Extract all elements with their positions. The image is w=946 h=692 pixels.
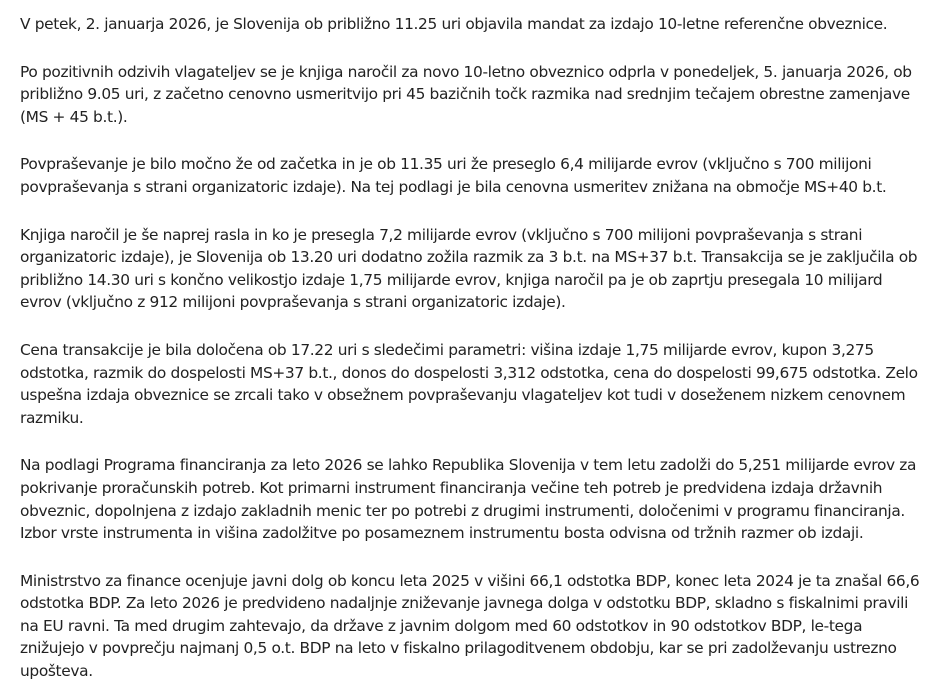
paragraph-mandate-announcement: V petek, 2. januarja 2026, je Slovenija ob približno 11.25 uri objavila mandat za izdajo 10-letne referenčne obveznice. [20,15,888,33]
paragraph-order-book-opening: Po pozitivnih odzivih vlagateljev se je knjiga naročil za novo 10-letno obveznico odprla v ponedeljek, 5. januarja 2026, ob približno 9.05 uri, z začetno cenovno usmeritvijo pri 45 bazičnih točk razmika nad srednjim tečajem obrestne zamenjave (MS + 45 b.t.). [20,62,912,126]
paragraph-spread-tightening: Knjiga naročil je še naprej rasla in ko je presegla 7,2 milijarde evrov (vključno s 700 milijoni povpraševanja s strani organizatoric izdaje), je Slovenija ob 13.20 uri dodatno zožila razmik za 3 b.t. na MS+37 b.t. Transakcija se je zaključila ob približno 14.30 uri s končno velikostjo izdaje 1,75 milijarde evrov, knjiga naročil pa je ob zaprtju presegala 10 milijard evrov (vključno z 912 milijoni povpraševanja s strani organizatoric izdaje). [20,225,918,312]
paragraph-financing-program: Na podlagi Programa financiranja za leto 2026 se lahko Republika Slovenija v tem letu zadolži do 5,251 milijarde evrov za pokrivanje proračunskih potreb. Kot primarni instrument financiranja večine teh potreb je predvidena izdaja državnih obveznic, dopolnjena z izdajo zakladnih menic ter po potrebi z drugimi instrumenti, določenimi v programu financiranja. Izbor vrste instrumenta in višina zadolžitve po posameznem instrumentu bosta odvisna od tržnih razmer ob izdaji. [20,456,917,543]
paragraph-public-debt: Ministrstvo za finance ocenjuje javni dolg ob koncu leta 2025 v višini 66,1 odstotka BDP, konec leta 2024 je ta znašal 66,6 odstotka BDP. Za leto 2026 je predvideno nadaljnje zniževanje javnega dolga v odstotku BDP, skladno s fiskalnimi pravili na EU ravni. Ta med drugim zahtevajo, da države z javnim dolgom med 60 odstotkov in 90 odstotkov BDP, le-tega znižujejo v povprečju najmanj 0,5 o.t. BDP na leto v fiskalno prilagoditvenem obdobju, kar se pri zadolževanju ustrezno upošteva. [20,571,920,681]
paragraph-initial-demand: Povpraševanje je bilo močno že od začetka in je ob 11.35 uri že preseglo 6,4 milijarde evrov (vključno s 700 milijoni povpraševanja s strani organizatoric izdaje). Na tej podlagi je bila cenovna usmeritev znižana na območje MS+40 b.t. [20,155,887,196]
paragraph-pricing-parameters: Cena transakcije je bila določena ob 17.22 uri s sledečimi parametri: višina izdaje 1,75 milijarde evrov, kupon 3,275 odstotka, razmik do dospelosti MS+37 b.t., donos do dospelosti 3,312 odstotka, cena do dospelosti 99,675 odstotka. Zelo uspešna izdaja obveznice se zrcali tako v obsežnem povpraševanju vlagateljev kot tudi v doseženem nizkem cenovnem razmiku. [20,340,918,427]
